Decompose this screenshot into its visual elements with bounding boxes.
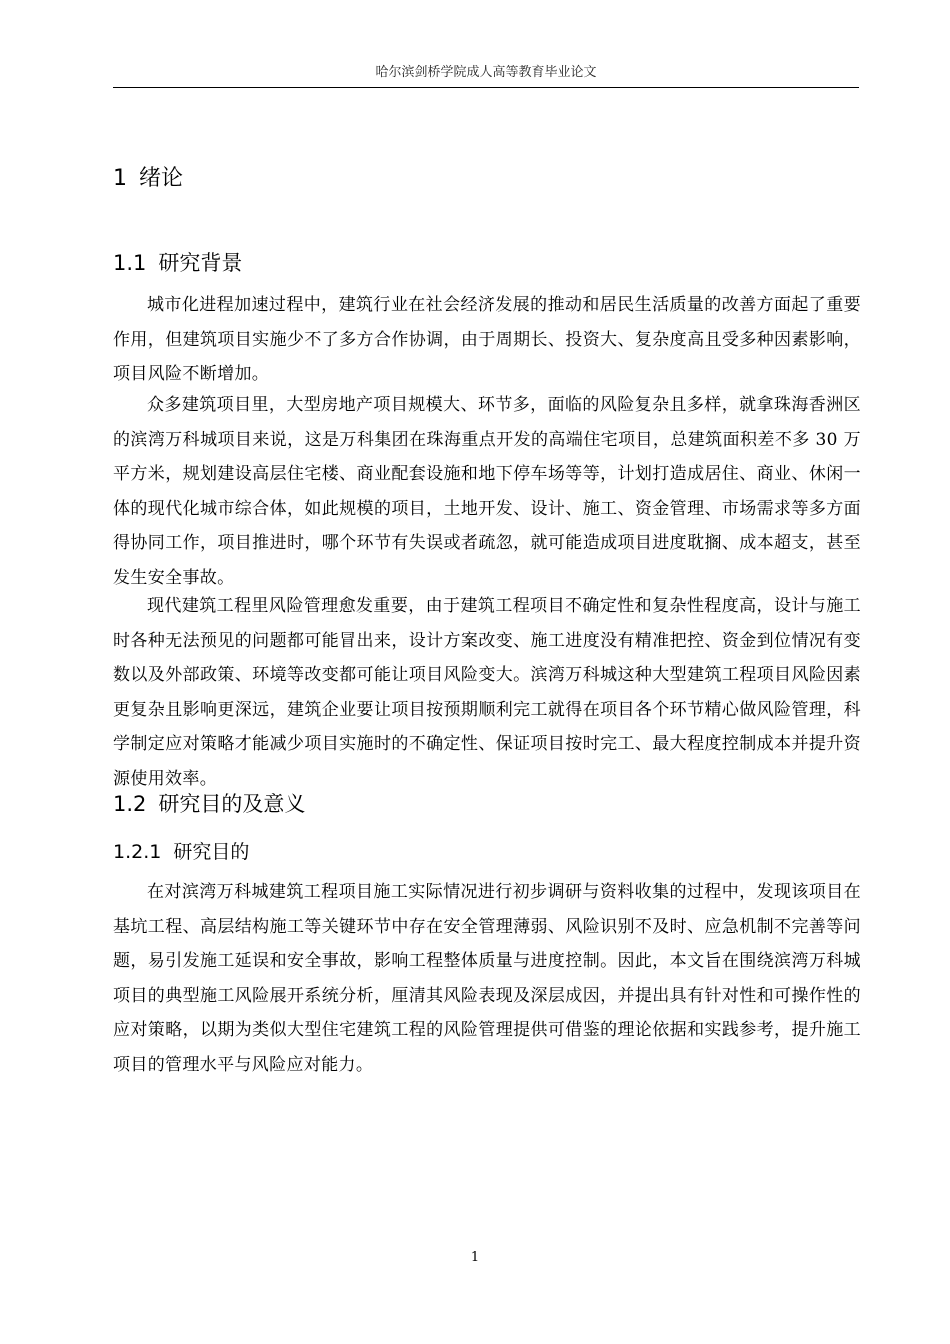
section-heading-1-2: [113, 789, 305, 819]
chapter-title: 绪论: [139, 166, 184, 191]
running-header: 哈尔滨剑桥学院成人高等教育毕业论文: [375, 65, 597, 80]
paragraph-purpose-1: 在对滨湾万科城建筑工程项目施工实际情况进行初步调研与资料收集的过程中，发现该项目在基坑工程、高层结构施工等关键环节中存在安全管理薄弱、风险识别不及时、应急机制不完善等问题，易引发施工延误和安全事故，影响工程整体质量与进度控制。因此，本文旨在围绕滨湾万科城项目的典型施工风险展开系统分析，厘清其风险表现及深层成因，并提出具有针对性和可操作性的应对策略，以期为类似大型住宅建筑工程的风险管理提供可借鉴的理论依据和实践参考，提升施工项目的管理水平与风险应对能力。: [113, 882, 861, 1075]
subsection-title: 研究目的: [173, 841, 250, 863]
page-number: 1: [470, 1250, 480, 1265]
header-rule: [113, 87, 859, 88]
paragraph-background-2: 众多建筑项目里，大型房地产项目规模大、环节多，面临的风险复杂且多样，就拿珠海香洲区的滨湾万科城项目来说，这是万科集团在珠海重点开发的高端住宅项目，总建筑面积差不多 30 万平方米，规划建设高层住宅楼、商业配套设施和地下停车场等等，计划打造成居住、商业、休闲一体的现代化城市综合体，如此规模的项目，土地开发、设计、施工、资金管理、市场需求等多方面得协同工作，项目推进时，哪个环节有失误或者疏忽，就可能造成项目进度耽搁、成本超支，甚至发生安全事故。: [113, 395, 861, 588]
section-number: 1.2: [113, 792, 147, 816]
section-number: 1.1: [113, 251, 147, 275]
section-title: 研究背景: [158, 251, 243, 275]
paragraph-background-1: 城市化进程加速过程中，建筑行业在社会经济发展的推动和居民生活质量的改善方面起了重要作用，但建筑项目实施少不了多方合作协调，由于周期长、投资大、复杂度高且受多种因素影响，项目风险不断增加。: [113, 295, 861, 384]
chapter-heading: [113, 163, 183, 195]
paragraph-background-3: 现代建筑工程里风险管理愈发重要，由于建筑工程项目不确定性和复杂性程度高，设计与施工时各种无法预见的问题都可能冒出来，设计方案改变、施工进度没有精准把控、资金到位情况有变数以及外部政策、环境等改变都可能让项目风险变大。滨湾万科城这种大型建筑工程项目风险因素更复杂且影响更深远，建筑企业要让项目按预期顺利完工就得在项目各个环节精心做风险管理，科学制定应对策略才能减少项目实施时的不确定性、保证项目按时完工、最大程度控制成本并提升资源使用效率。: [113, 596, 861, 789]
section-heading-1-1: [113, 248, 242, 278]
subsection-number: 1.2.1: [113, 841, 162, 863]
subsection-heading-1-2-1: [113, 838, 249, 866]
chapter-number: 1: [113, 166, 127, 191]
section-title: 研究目的及意义: [158, 792, 306, 816]
